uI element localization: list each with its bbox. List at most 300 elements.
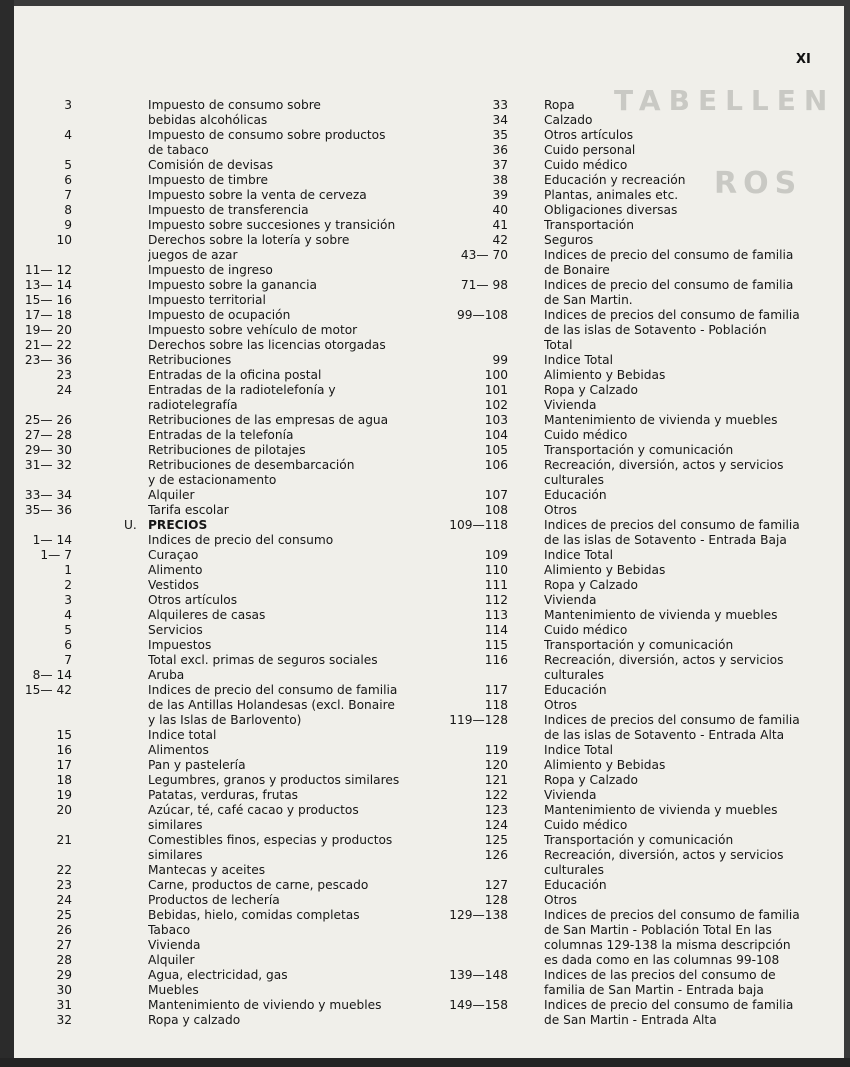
page-number: XI — [796, 52, 811, 67]
entry-description: Indices de precio del consumo de familia — [544, 278, 794, 292]
entry-description: Indice total — [148, 728, 217, 742]
index-row — [14, 218, 410, 233]
column-number: 124 — [484, 818, 508, 832]
column-number: 100 — [484, 368, 508, 382]
column-number: 21— 22 — [24, 338, 72, 352]
entry-description: Mantenimiento de viviendo y muebles — [148, 998, 382, 1012]
entry-description: Pan y pastelería — [148, 758, 246, 772]
entry-description: Transportación — [544, 218, 634, 232]
column-number: 10 — [56, 233, 72, 247]
column-number — [424, 668, 508, 683]
column-number: 27— 28 — [24, 428, 72, 442]
column-number — [424, 728, 508, 743]
entry-description: Alquiler — [148, 953, 195, 967]
entry-description: Transportación y comunicación — [544, 638, 734, 652]
index-row — [14, 413, 410, 428]
entry-description: Otros artículos — [148, 593, 238, 607]
index-row — [424, 488, 812, 503]
column-number — [14, 473, 72, 488]
entry-description: Entradas de la oficina postal — [148, 368, 322, 382]
index-row — [14, 248, 410, 263]
column-number: 6 — [64, 638, 72, 652]
index-row — [424, 188, 812, 203]
index-row — [424, 593, 812, 608]
index-row — [424, 263, 812, 278]
column-number: 128 — [484, 893, 508, 907]
entry-description: Productos de lechería — [148, 893, 280, 907]
column-number: 29— 30 — [24, 443, 72, 457]
index-row — [424, 758, 812, 773]
column-number — [14, 113, 72, 128]
column-number: 34 — [492, 113, 508, 127]
index-row — [424, 638, 812, 653]
index-row — [424, 398, 812, 413]
index-row — [14, 788, 410, 803]
column-number: 17— 18 — [24, 308, 72, 322]
entry-description: Otros artículos — [544, 128, 634, 142]
entry-description: Indices de precios del consumo de familia — [544, 308, 800, 322]
column-number: 24 — [56, 893, 72, 907]
left-index-column — [14, 98, 410, 1028]
column-number — [424, 1013, 508, 1028]
index-row — [14, 863, 410, 878]
index-row — [424, 98, 812, 113]
index-row — [424, 833, 812, 848]
index-row — [424, 863, 812, 878]
entry-description: Alquileres de casas — [148, 608, 266, 622]
column-number: 112 — [484, 593, 508, 607]
column-number: 126 — [484, 848, 508, 862]
column-number: 41 — [492, 218, 508, 232]
entry-description: Retribuciones de las empresas de agua — [148, 413, 389, 427]
column-number: 15— 42 — [24, 683, 72, 697]
entry-description: Alimentos — [148, 743, 209, 757]
entry-description: Indices de precio del consumo de familia — [148, 683, 398, 697]
column-number: 35 — [492, 128, 508, 142]
entry-description: Cuido médico — [544, 818, 628, 832]
index-row — [14, 443, 410, 458]
entry-description: de San Martin. — [544, 293, 633, 307]
entry-description: Alimiento y Bebidas — [544, 368, 666, 382]
entry-description: Recreación, diversión, actos y servicios — [544, 458, 784, 472]
entry-description: de las islas de Sotavento - Población — [544, 323, 767, 337]
column-number — [14, 518, 72, 533]
index-row — [14, 518, 410, 533]
entry-description: Indice Total — [544, 743, 613, 757]
index-row — [14, 1013, 410, 1028]
column-number: 28 — [56, 953, 72, 967]
index-row — [14, 383, 410, 398]
index-row — [14, 548, 410, 563]
column-number: 7 — [64, 653, 72, 667]
entry-description: Impuesto sobre succesiones y transición — [148, 218, 396, 232]
entry-description: Comisión de devisas — [148, 158, 274, 172]
index-row — [424, 248, 812, 263]
index-row — [14, 428, 410, 443]
index-row — [14, 953, 410, 968]
index-row — [424, 938, 812, 953]
index-row — [14, 773, 410, 788]
index-row — [14, 98, 410, 113]
entry-description: Curaçao — [148, 548, 199, 562]
column-number: 25— 26 — [24, 413, 72, 427]
index-row — [14, 803, 410, 818]
column-number: 2 — [64, 578, 72, 592]
entry-description: Obligaciones diversas — [544, 203, 678, 217]
entry-description: Aruba — [148, 668, 185, 682]
index-row — [424, 353, 812, 368]
index-row — [14, 233, 410, 248]
column-number: 6 — [64, 173, 72, 187]
column-number — [14, 248, 72, 263]
column-number — [424, 293, 508, 308]
column-number: 127 — [484, 878, 508, 892]
entry-description: Retribuciones de pilotajes — [148, 443, 306, 457]
column-number: 39 — [492, 188, 508, 202]
index-row — [424, 953, 812, 968]
index-row — [424, 893, 812, 908]
entry-description: Transportación y comunicación — [544, 443, 734, 457]
column-number: 113 — [484, 608, 508, 622]
bleed-through-heading: TABELLEN — [614, 84, 836, 117]
column-number: 5 — [64, 158, 72, 172]
column-number: 122 — [484, 788, 508, 802]
index-row — [424, 698, 812, 713]
index-row — [424, 983, 812, 998]
column-number — [424, 938, 508, 953]
index-row — [424, 203, 812, 218]
column-number: 31 — [56, 998, 72, 1012]
entry-description: y de estacionamento — [148, 473, 277, 487]
index-row — [14, 683, 410, 698]
entry-description: Cuido médico — [544, 428, 628, 442]
index-row — [424, 533, 812, 548]
index-row — [424, 968, 812, 983]
column-number: 23 — [56, 368, 72, 382]
entry-description: Vivienda — [544, 788, 597, 802]
index-row — [424, 413, 812, 428]
entry-description: Educación — [544, 878, 607, 892]
index-row — [424, 368, 812, 383]
index-row — [14, 338, 410, 353]
entry-description: Calzado — [544, 113, 593, 127]
index-row — [14, 668, 410, 683]
right-index-column — [424, 98, 812, 1028]
index-row — [424, 158, 812, 173]
column-number: 111 — [484, 578, 508, 592]
column-number — [14, 398, 72, 413]
column-number: 3 — [64, 593, 72, 607]
entry-description: Impuesto de consumo sobre productos — [148, 128, 386, 142]
index-row — [14, 638, 410, 653]
entry-description: Agua, electricidad, gas — [148, 968, 288, 982]
column-number: 120 — [484, 758, 508, 772]
entry-description: de las islas de Sotavento - Entrada Baja — [544, 533, 787, 547]
entry-description: Carne, productos de carne, pescado — [148, 878, 369, 892]
index-row — [14, 533, 410, 548]
index-row — [14, 398, 410, 413]
entry-description: Mantenimiento de vivienda y muebles — [544, 803, 778, 817]
entry-description: Impuesto de timbre — [148, 173, 269, 187]
entry-description: Educación — [544, 488, 607, 502]
index-row — [14, 653, 410, 668]
entry-description: Indice Total — [544, 353, 613, 367]
index-row — [14, 938, 410, 953]
index-row — [14, 188, 410, 203]
index-row — [14, 563, 410, 578]
entry-description: Muebles — [148, 983, 199, 997]
entry-description: Ropa y Calzado — [544, 578, 638, 592]
column-number: 117 — [484, 683, 508, 697]
entry-description: Ropa y Calzado — [544, 383, 638, 397]
index-row — [14, 923, 410, 938]
index-row — [14, 728, 410, 743]
entry-description: Tabaco — [148, 923, 191, 937]
entry-description: Indices de precio del consumo — [148, 533, 334, 547]
column-number: 110 — [484, 563, 508, 577]
index-row — [14, 278, 410, 293]
column-number: 27 — [56, 938, 72, 952]
index-row — [14, 173, 410, 188]
column-number: 43— 70 — [460, 248, 508, 262]
column-number: 114 — [484, 623, 508, 637]
entry-description: Vivienda — [544, 593, 597, 607]
section-marker: U. — [124, 518, 137, 532]
entry-description: Transportación y comunicación — [544, 833, 734, 847]
column-number: 71— 98 — [460, 278, 508, 292]
index-row — [424, 233, 812, 248]
column-number: 1— 14 — [32, 533, 72, 547]
column-number: 118 — [484, 698, 508, 712]
index-row — [424, 338, 812, 353]
entry-description: Indices de precio del consumo de familia — [544, 998, 794, 1012]
entry-description: Mantenimiento de vivienda y muebles — [544, 413, 778, 427]
index-row — [424, 653, 812, 668]
book-spine — [0, 0, 14, 1067]
column-number: 32 — [56, 1013, 72, 1027]
entry-description: similares — [148, 848, 203, 862]
bleed-through-sub: ROS — [714, 166, 803, 201]
entry-description: de San Martin - Población Total En las — [544, 923, 772, 937]
index-row — [424, 773, 812, 788]
entry-description: Impuestos — [148, 638, 212, 652]
index-row — [14, 203, 410, 218]
index-row — [14, 998, 410, 1013]
column-number: 19 — [56, 788, 72, 802]
entry-description: culturales — [544, 668, 605, 682]
entry-description: Impuesto sobre la venta de cerveza — [148, 188, 367, 202]
index-row — [14, 473, 410, 488]
column-number: 106 — [484, 458, 508, 472]
column-number: 119—128 — [449, 713, 508, 727]
index-row — [14, 698, 410, 713]
column-number: 42 — [492, 233, 508, 247]
index-row — [424, 578, 812, 593]
entry-description: Legumbres, granos y productos similares — [148, 773, 400, 787]
entry-description: de San Martin - Entrada Alta — [544, 1013, 717, 1027]
column-number: 4 — [64, 128, 72, 142]
column-number: 17 — [56, 758, 72, 772]
column-number: 8 — [64, 203, 72, 217]
index-row — [424, 713, 812, 728]
index-row — [14, 593, 410, 608]
entry-description: Indice Total — [544, 548, 613, 562]
index-row — [14, 848, 410, 863]
entry-description: Retribuciones — [148, 353, 232, 367]
index-row — [14, 503, 410, 518]
column-number: 115 — [484, 638, 508, 652]
entry-description: Entradas de la radiotelefonía y — [148, 383, 336, 397]
index-row — [424, 803, 812, 818]
column-number: 107 — [484, 488, 508, 502]
entry-description: Educación — [544, 683, 607, 697]
column-number: 99—108 — [457, 308, 508, 322]
column-number — [424, 923, 508, 938]
column-number: 20 — [56, 803, 72, 817]
entry-description: Otros — [544, 503, 577, 517]
index-row — [14, 833, 410, 848]
column-number: 149—158 — [449, 998, 508, 1012]
index-row — [424, 443, 812, 458]
entry-description: Mantenimiento de vivienda y muebles — [544, 608, 778, 622]
column-number — [14, 848, 72, 863]
index-row — [424, 563, 812, 578]
entry-description: juegos de azar — [148, 248, 238, 262]
entry-description: Impuesto territorial — [148, 293, 266, 307]
entry-description: Recreación, diversión, actos y servicios — [544, 848, 784, 862]
index-row — [424, 383, 812, 398]
column-number: 13— 14 — [24, 278, 72, 292]
column-number — [14, 698, 72, 713]
entry-description: de las Antillas Holandesas (excl. Bonaire — [148, 698, 395, 712]
index-row — [424, 818, 812, 833]
column-number: 109—118 — [449, 518, 508, 532]
index-row — [424, 908, 812, 923]
entry-description: Impuesto de transferencia — [148, 203, 309, 217]
entry-description: similares — [148, 818, 203, 832]
entry-description: Impuesto sobre la ganancia — [148, 278, 317, 292]
index-row — [14, 353, 410, 368]
index-row — [424, 548, 812, 563]
entry-description: Impuesto de ingreso — [148, 263, 273, 277]
column-number: 11— 12 — [24, 263, 72, 277]
entry-description: Plantas, animales etc. — [544, 188, 679, 202]
index-row — [14, 743, 410, 758]
column-number: 123 — [484, 803, 508, 817]
entry-description: de las islas de Sotavento - Entrada Alta — [544, 728, 785, 742]
column-number: 116 — [484, 653, 508, 667]
column-number: 4 — [64, 608, 72, 622]
entry-description: Comestibles finos, especias y productos — [148, 833, 393, 847]
entry-description: PRECIOS — [148, 518, 208, 532]
column-number: 19— 20 — [24, 323, 72, 337]
index-row — [14, 158, 410, 173]
column-number — [14, 818, 72, 833]
index-row — [14, 488, 410, 503]
entry-description: Indices de precios del consumo de familia — [544, 518, 800, 532]
entry-description: Vestidos — [148, 578, 199, 592]
index-row — [424, 128, 812, 143]
column-number: 25 — [56, 908, 72, 922]
index-row — [424, 608, 812, 623]
index-row — [14, 908, 410, 923]
entry-description: Alquiler — [148, 488, 195, 502]
entry-description: culturales — [544, 863, 605, 877]
column-number: 105 — [484, 443, 508, 457]
index-row — [424, 683, 812, 698]
index-row — [424, 278, 812, 293]
entry-description: Alimento — [148, 563, 203, 577]
column-number: 7 — [64, 188, 72, 202]
entry-description: es dada como en las columnas 99-108 — [544, 953, 780, 967]
column-number: 24 — [56, 383, 72, 397]
column-number — [424, 338, 508, 353]
column-number: 38 — [492, 173, 508, 187]
index-row — [14, 293, 410, 308]
column-number: 1— 7 — [40, 548, 72, 562]
column-number: 125 — [484, 833, 508, 847]
column-number: 15 — [56, 728, 72, 742]
index-row — [14, 128, 410, 143]
column-number: 104 — [484, 428, 508, 442]
entry-description: columnas 129-138 la misma descripción — [544, 938, 791, 952]
column-number: 108 — [484, 503, 508, 517]
index-row — [14, 758, 410, 773]
column-number: 5 — [64, 623, 72, 637]
column-number: 29 — [56, 968, 72, 982]
entry-description: culturales — [544, 473, 605, 487]
column-number: 23 — [56, 878, 72, 892]
column-number: 21 — [56, 833, 72, 847]
index-row — [424, 878, 812, 893]
entry-description: Indices de las precios del consumo de — [544, 968, 776, 982]
index-row — [14, 113, 410, 128]
entry-description: radiotelegrafía — [148, 398, 238, 412]
page-bottom-edge — [0, 1058, 850, 1067]
entry-description: Otros — [544, 893, 577, 907]
entry-description: Bebidas, hielo, comidas completas — [148, 908, 360, 922]
index-row — [424, 668, 812, 683]
index-row — [424, 848, 812, 863]
entry-description: Entradas de la telefonía — [148, 428, 294, 442]
column-number: 30 — [56, 983, 72, 997]
index-row — [424, 923, 812, 938]
index-row — [14, 818, 410, 833]
column-number: 26 — [56, 923, 72, 937]
entry-description: Total — [544, 338, 573, 352]
index-row — [14, 578, 410, 593]
column-number — [424, 263, 508, 278]
entry-description: de Bonaire — [544, 263, 610, 277]
column-number: 99 — [492, 353, 508, 367]
document-page — [14, 6, 844, 1058]
index-row — [424, 113, 812, 128]
entry-description: Alimiento y Bebidas — [544, 758, 666, 772]
column-number: 16 — [56, 743, 72, 757]
entry-description: Indices de precios del consumo de familia — [544, 908, 800, 922]
column-number: 109 — [484, 548, 508, 562]
entry-description: Retribuciones de desembarcación — [148, 458, 355, 472]
index-row — [424, 1013, 812, 1028]
entry-description: Total excl. primas de seguros sociales — [148, 653, 378, 667]
entry-description: Seguros — [544, 233, 594, 247]
entry-description: Ropa — [544, 98, 575, 112]
column-number: 37 — [492, 158, 508, 172]
column-number — [14, 713, 72, 728]
entry-description: Indices de precio del consumo de familia — [544, 248, 794, 262]
entry-description: Otros — [544, 698, 577, 712]
column-number: 102 — [484, 398, 508, 412]
